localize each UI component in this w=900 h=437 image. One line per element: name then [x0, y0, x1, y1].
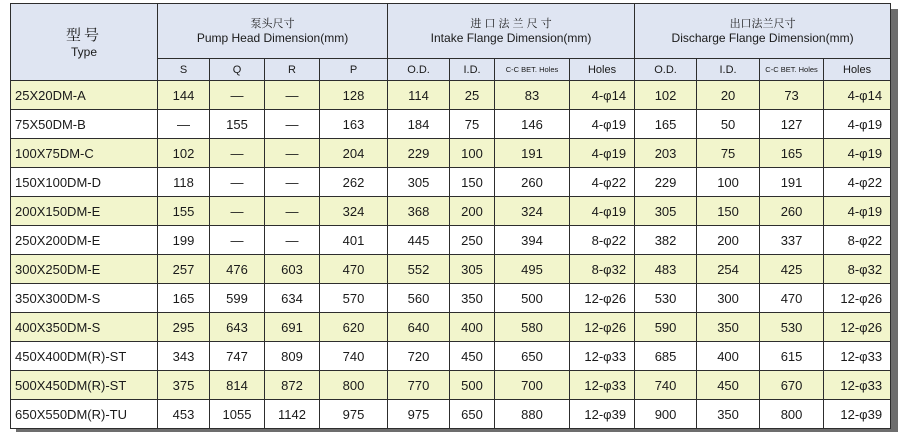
cell-q: 747: [210, 342, 265, 371]
cell-intake-holes: 4-φ19: [570, 110, 635, 139]
col-header-discharge-holes: Holes: [824, 59, 891, 81]
cell-discharge-id: 350: [697, 400, 760, 429]
cell-discharge-holes: 4-φ19: [824, 139, 891, 168]
type-header-zh: 型号: [65, 26, 102, 44]
cell-r: —: [265, 226, 320, 255]
cell-intake-id: 200: [450, 197, 495, 226]
cell-s: 295: [158, 313, 210, 342]
header-row-groups: [11, 4, 891, 59]
cell-discharge-cc: 800: [760, 400, 824, 429]
cell-intake-cc: 880: [495, 400, 570, 429]
discharge-flange-header-zh: 出口法兰尺寸: [729, 17, 796, 30]
cell-r: —: [265, 168, 320, 197]
table-row: [11, 255, 891, 284]
cell-model: 250X200DM-E: [11, 226, 158, 255]
intake-flange-header-zh: 进 口 法 兰 尺 寸: [470, 17, 552, 30]
col-header-intake-cc: C-C BET. Holes: [495, 59, 570, 81]
cell-p: 401: [320, 226, 388, 255]
cell-intake-od: 770: [388, 371, 450, 400]
cell-intake-id: 450: [450, 342, 495, 371]
cell-intake-id: 350: [450, 284, 495, 313]
cell-discharge-holes: 8-φ22: [824, 226, 891, 255]
cell-r: —: [265, 197, 320, 226]
cell-p: 800: [320, 371, 388, 400]
cell-intake-id: 305: [450, 255, 495, 284]
cell-q: 814: [210, 371, 265, 400]
cell-intake-cc: 700: [495, 371, 570, 400]
cell-intake-od: 560: [388, 284, 450, 313]
table-row: [11, 400, 891, 429]
cell-s: 165: [158, 284, 210, 313]
cell-intake-id: 500: [450, 371, 495, 400]
cell-discharge-od: 102: [635, 81, 697, 110]
cell-discharge-cc: 73: [760, 81, 824, 110]
col-header-intake-id: I.D.: [450, 59, 495, 81]
cell-discharge-cc: 260: [760, 197, 824, 226]
cell-intake-od: 552: [388, 255, 450, 284]
cell-model: 350X300DM-S: [11, 284, 158, 313]
col-header-intake-od: O.D.: [388, 59, 450, 81]
cell-intake-holes: 4-φ19: [570, 197, 635, 226]
cell-discharge-od: 305: [635, 197, 697, 226]
pump-head-header: [158, 4, 388, 59]
table-row: [11, 168, 891, 197]
col-header-discharge-od: O.D.: [635, 59, 697, 81]
type-header: [11, 4, 158, 81]
cell-intake-od: 184: [388, 110, 450, 139]
cell-discharge-cc: 191: [760, 168, 824, 197]
cell-discharge-cc: 127: [760, 110, 824, 139]
cell-discharge-od: 203: [635, 139, 697, 168]
pump-head-header-en: Pump Head Dimension(mm): [196, 30, 349, 45]
cell-intake-holes: 12-φ26: [570, 284, 635, 313]
cell-discharge-id: 400: [697, 342, 760, 371]
cell-intake-cc: 394: [495, 226, 570, 255]
cell-discharge-od: 483: [635, 255, 697, 284]
cell-model: 75X50DM-B: [11, 110, 158, 139]
cell-intake-cc: 260: [495, 168, 570, 197]
cell-s: 155: [158, 197, 210, 226]
table-row: [11, 81, 891, 110]
cell-discharge-id: 254: [697, 255, 760, 284]
cell-model: 500X450DM(R)-ST: [11, 371, 158, 400]
dimension-table: [10, 3, 891, 429]
cell-discharge-id: 300: [697, 284, 760, 313]
cell-intake-id: 100: [450, 139, 495, 168]
cell-p: 163: [320, 110, 388, 139]
cell-intake-id: 25: [450, 81, 495, 110]
cell-r: —: [265, 81, 320, 110]
cell-intake-id: 150: [450, 168, 495, 197]
cell-discharge-id: 200: [697, 226, 760, 255]
cell-discharge-holes: 12-φ26: [824, 313, 891, 342]
cell-discharge-id: 350: [697, 313, 760, 342]
cell-p: 975: [320, 400, 388, 429]
cell-discharge-holes: 12-φ26: [824, 284, 891, 313]
col-header-p: P: [320, 59, 388, 81]
table-row: [11, 284, 891, 313]
cell-r: 872: [265, 371, 320, 400]
cell-p: 128: [320, 81, 388, 110]
cell-model: 200X150DM-E: [11, 197, 158, 226]
cell-intake-od: 640: [388, 313, 450, 342]
cell-intake-cc: 650: [495, 342, 570, 371]
cell-discharge-holes: 4-φ22: [824, 168, 891, 197]
cell-s: 257: [158, 255, 210, 284]
cell-p: 570: [320, 284, 388, 313]
cell-discharge-holes: 4-φ19: [824, 197, 891, 226]
cell-discharge-cc: 530: [760, 313, 824, 342]
cell-q: 643: [210, 313, 265, 342]
cell-discharge-od: 530: [635, 284, 697, 313]
cell-intake-od: 975: [388, 400, 450, 429]
cell-s: —: [158, 110, 210, 139]
cell-intake-id: 400: [450, 313, 495, 342]
cell-discharge-id: 100: [697, 168, 760, 197]
cell-q: 1055: [210, 400, 265, 429]
cell-discharge-holes: 12-φ39: [824, 400, 891, 429]
intake-flange-header: [388, 4, 635, 59]
cell-discharge-od: 382: [635, 226, 697, 255]
cell-p: 470: [320, 255, 388, 284]
cell-intake-od: 229: [388, 139, 450, 168]
col-header-discharge-cc: C-C BET. Holes: [760, 59, 824, 81]
cell-r: 809: [265, 342, 320, 371]
cell-intake-cc: 495: [495, 255, 570, 284]
table-row: [11, 226, 891, 255]
cell-r: 1142: [265, 400, 320, 429]
cell-discharge-id: 75: [697, 139, 760, 168]
cell-discharge-cc: 337: [760, 226, 824, 255]
cell-model: 450X400DM(R)-ST: [11, 342, 158, 371]
cell-intake-od: 368: [388, 197, 450, 226]
cell-q: —: [210, 226, 265, 255]
cell-intake-od: 445: [388, 226, 450, 255]
cell-intake-cc: 580: [495, 313, 570, 342]
table-body: [11, 81, 891, 429]
cell-discharge-id: 50: [697, 110, 760, 139]
discharge-flange-header-en: Discharge Flange Dimension(mm): [671, 30, 854, 45]
cell-intake-holes: 12-φ33: [570, 371, 635, 400]
cell-intake-id: 250: [450, 226, 495, 255]
cell-discharge-holes: 12-φ33: [824, 371, 891, 400]
table-row: [11, 197, 891, 226]
cell-r: 691: [265, 313, 320, 342]
cell-r: 634: [265, 284, 320, 313]
cell-discharge-cc: 670: [760, 371, 824, 400]
cell-intake-od: 720: [388, 342, 450, 371]
cell-p: 204: [320, 139, 388, 168]
cell-q: 476: [210, 255, 265, 284]
cell-intake-holes: 8-φ32: [570, 255, 635, 284]
cell-s: 144: [158, 81, 210, 110]
cell-discharge-holes: 8-φ32: [824, 255, 891, 284]
cell-discharge-od: 165: [635, 110, 697, 139]
cell-s: 343: [158, 342, 210, 371]
cell-discharge-cc: 615: [760, 342, 824, 371]
cell-intake-cc: 500: [495, 284, 570, 313]
cell-discharge-od: 590: [635, 313, 697, 342]
cell-intake-cc: 83: [495, 81, 570, 110]
col-header-discharge-id: I.D.: [697, 59, 760, 81]
cell-intake-id: 650: [450, 400, 495, 429]
cell-intake-cc: 324: [495, 197, 570, 226]
cell-p: 620: [320, 313, 388, 342]
cell-r: —: [265, 139, 320, 168]
cell-discharge-holes: 4-φ14: [824, 81, 891, 110]
cell-model: 300X250DM-E: [11, 255, 158, 284]
pump-head-header-zh: 泵头尺寸: [250, 17, 295, 30]
intake-flange-header-en: Intake Flange Dimension(mm): [430, 30, 592, 45]
cell-discharge-cc: 165: [760, 139, 824, 168]
cell-discharge-id: 20: [697, 81, 760, 110]
cell-intake-holes: 4-φ19: [570, 139, 635, 168]
cell-discharge-od: 900: [635, 400, 697, 429]
cell-intake-id: 75: [450, 110, 495, 139]
cell-discharge-od: 740: [635, 371, 697, 400]
cell-model: 25X20DM-A: [11, 81, 158, 110]
cell-p: 262: [320, 168, 388, 197]
cell-discharge-cc: 470: [760, 284, 824, 313]
table-row: [11, 110, 891, 139]
cell-model: 650X550DM(R)-TU: [11, 400, 158, 429]
cell-q: —: [210, 168, 265, 197]
col-header-s: S: [158, 59, 210, 81]
col-header-q: Q: [210, 59, 265, 81]
cell-discharge-id: 450: [697, 371, 760, 400]
cell-s: 453: [158, 400, 210, 429]
cell-intake-holes: 12-φ39: [570, 400, 635, 429]
cell-q: 155: [210, 110, 265, 139]
cell-intake-holes: 12-φ26: [570, 313, 635, 342]
cell-discharge-od: 685: [635, 342, 697, 371]
type-header-en: Type: [70, 44, 97, 59]
cell-r: —: [265, 110, 320, 139]
cell-s: 199: [158, 226, 210, 255]
cell-discharge-holes: 12-φ33: [824, 342, 891, 371]
cell-intake-holes: 4-φ14: [570, 81, 635, 110]
cell-q: —: [210, 197, 265, 226]
table-row: [11, 139, 891, 168]
cell-intake-od: 305: [388, 168, 450, 197]
cell-discharge-cc: 425: [760, 255, 824, 284]
cell-model: 400X350DM-S: [11, 313, 158, 342]
cell-p: 740: [320, 342, 388, 371]
cell-r: 603: [265, 255, 320, 284]
cell-intake-holes: 8-φ22: [570, 226, 635, 255]
cell-q: 599: [210, 284, 265, 313]
cell-s: 118: [158, 168, 210, 197]
table-row: [11, 342, 891, 371]
cell-model: 150X100DM-D: [11, 168, 158, 197]
discharge-flange-header: [635, 4, 891, 59]
cell-s: 375: [158, 371, 210, 400]
cell-model: 100X75DM-C: [11, 139, 158, 168]
table-row: [11, 371, 891, 400]
cell-s: 102: [158, 139, 210, 168]
cell-q: —: [210, 81, 265, 110]
col-header-r: R: [265, 59, 320, 81]
cell-p: 324: [320, 197, 388, 226]
cell-intake-holes: 4-φ22: [570, 168, 635, 197]
cell-intake-cc: 191: [495, 139, 570, 168]
cell-intake-od: 114: [388, 81, 450, 110]
col-header-intake-holes: Holes: [570, 59, 635, 81]
cell-discharge-od: 229: [635, 168, 697, 197]
cell-intake-cc: 146: [495, 110, 570, 139]
cell-discharge-holes: 4-φ19: [824, 110, 891, 139]
cell-q: —: [210, 139, 265, 168]
table-row: [11, 313, 891, 342]
cell-discharge-id: 150: [697, 197, 760, 226]
cell-intake-holes: 12-φ33: [570, 342, 635, 371]
